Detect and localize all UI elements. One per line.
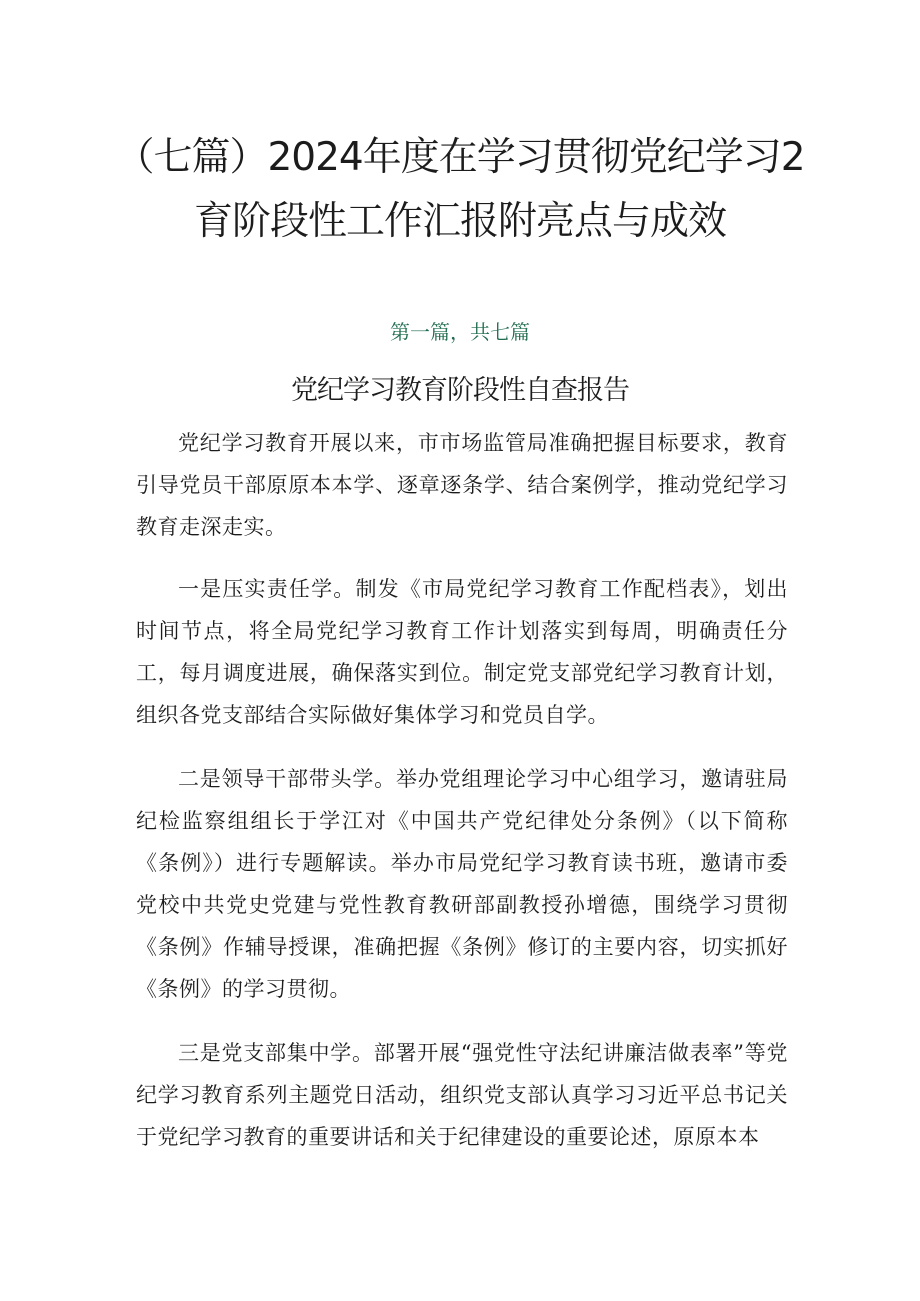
document-title-line-2: 育阶段性工作汇报附亮点与成效	[193, 199, 726, 244]
paragraph-branch-study: 三是党支部集中学。部署开展“强党性守法纪讲廉洁做表率”等党纪学习教育系列主题党日活动，组织党支部认真学习习近平总书记关于党纪学习教育的重要讲话和关于纪律建设的重要论述，原原本本	[136, 1041, 788, 1149]
paragraph-leadership: 二是领导干部带头学。举办党组理论学习中心组学习，邀请驻局纪检监察组组长于学江对《中国共产党纪律处分条例》（以下简称《条例》）进行专题解读。举办市局党纪学习教育读书班，邀请市委党校中共党史党建与党性教育教研部副教授孙增德，围绕学习贯彻《条例》作辅导授课，准确把握《条例》修订的主要内容，切实抓好《条例》的学习贯彻。	[136, 767, 788, 1001]
section-heading: 党纪学习教育阶段性自查报告	[291, 375, 629, 406]
paragraph-intro: 党纪学习教育开展以来，市市场监管局准确把握目标要求，教育引导党员干部原原本本学、逐章逐条学、结合案例学，推动党纪学习教育走深走实。	[136, 431, 788, 539]
document-title-line-1: （七篇）2024年度在学习贯彻党纪学习2	[115, 135, 805, 180]
paragraph-responsibility: 一是压实责任学。制发《市局党纪学习教育工作配档表》，划出时间节点，将全局党纪学习教育工作计划落实到每周，明确责任分工，每月调度进展，确保落实到位。制定党支部党纪学习教育计划，组织各党支部结合实际做好集体学习和党员自学。	[136, 577, 788, 727]
section-marker: 第一篇，共七篇	[390, 320, 530, 344]
